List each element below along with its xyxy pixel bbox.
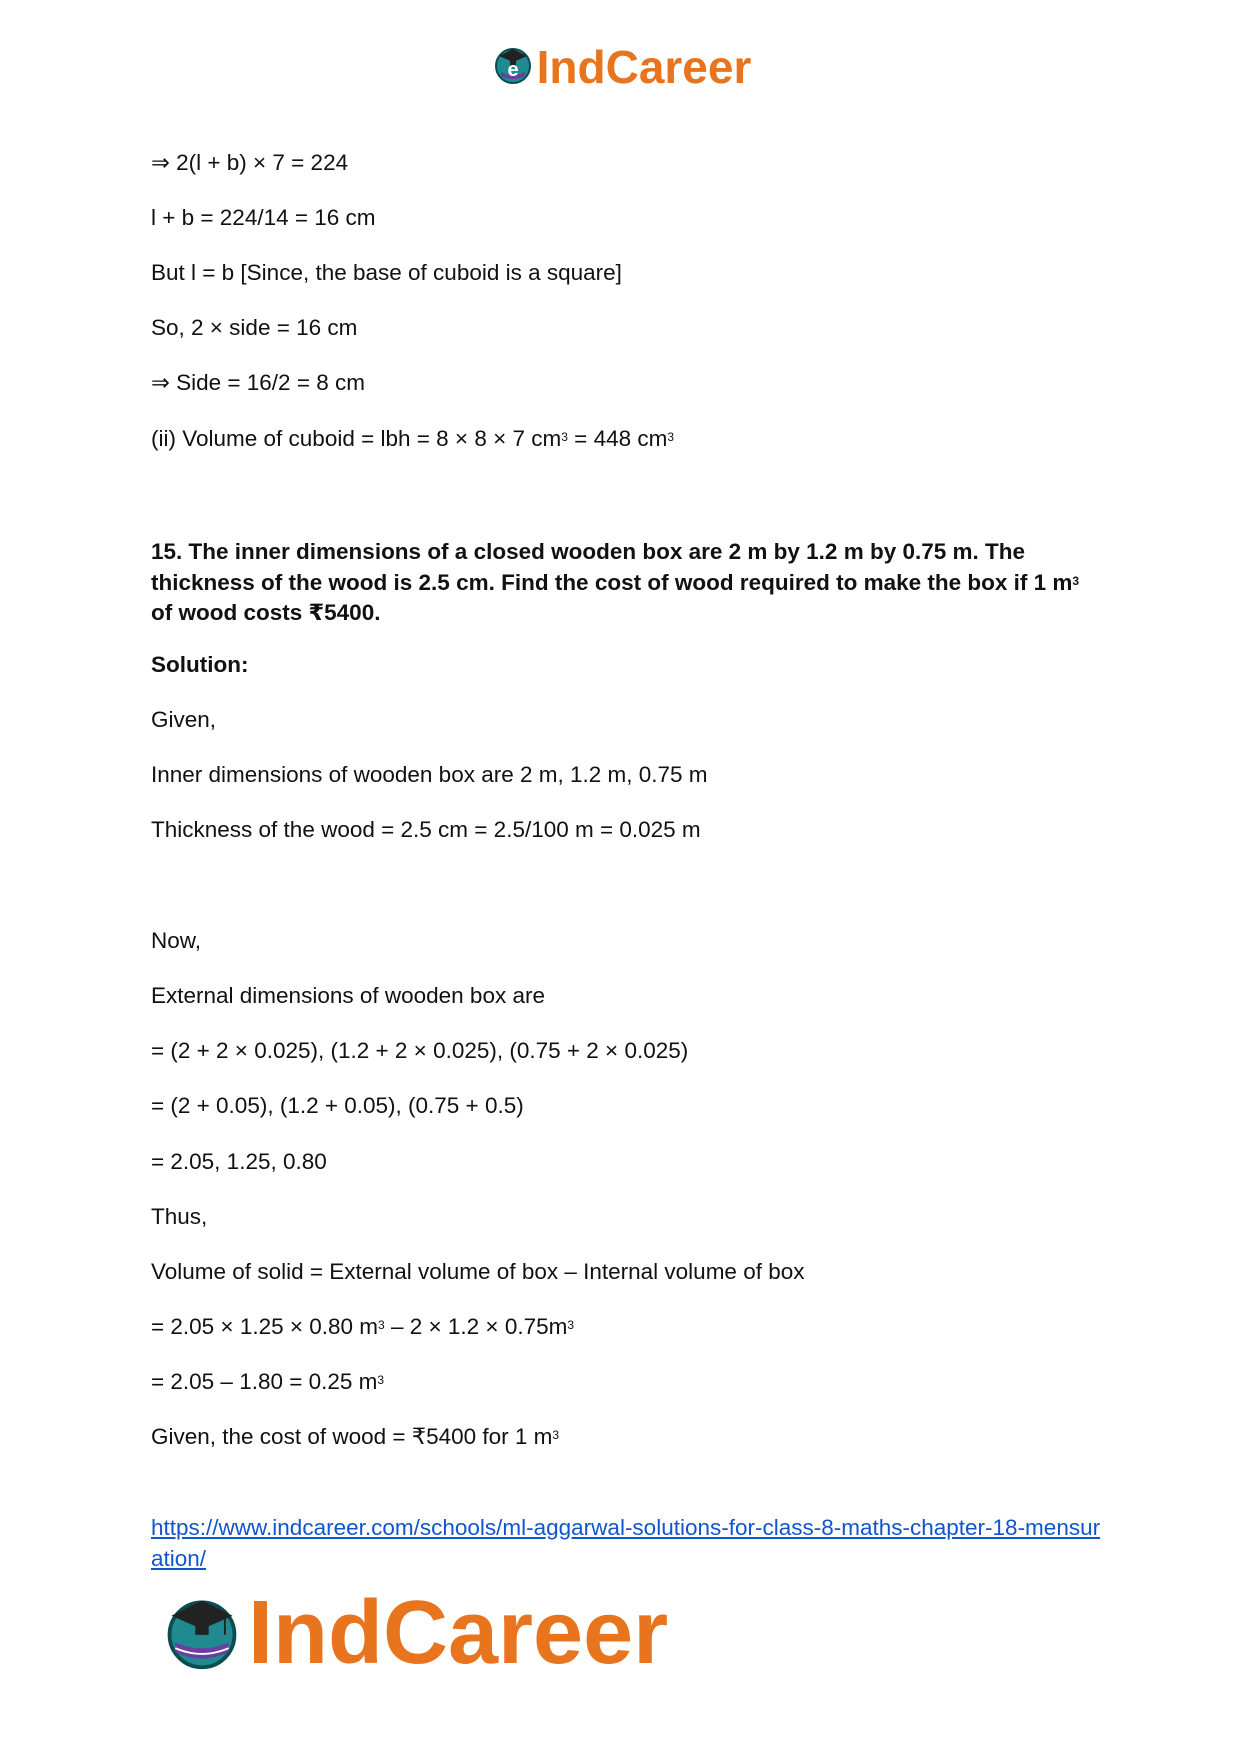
text-run: of wood costs ₹5400. — [151, 600, 381, 625]
question-text — [151, 537, 1101, 629]
superscript: 3 — [552, 1428, 560, 1442]
solution-line: = (2 + 2 × 0.025), (1.2 + 2 × 0.025), (0.75 + 2 × 0.025) — [151, 1038, 689, 1063]
solution-line: Inner dimensions of wooden box are 2 m, 1.2 m, 0.75 m — [151, 762, 708, 787]
text-run: (ii) Volume of cuboid = lbh = 8 × 8 × 7 cm — [151, 426, 562, 451]
superscript: 3 — [561, 430, 568, 444]
equation-line: l + b = 224/14 = 16 cm — [151, 205, 376, 230]
footer-logo — [160, 1583, 669, 1683]
logo-text: IndCareer — [248, 1583, 669, 1683]
solution-line — [151, 1422, 559, 1452]
equation-line: ⇒ Side = 16/2 = 8 cm — [151, 370, 365, 395]
graduation-cap-book-globe-icon — [160, 1589, 244, 1678]
svg-text:e: e — [507, 59, 519, 81]
superscript: 3 — [567, 1318, 575, 1332]
text-run: = 448 cm — [567, 426, 668, 451]
solution-line: Thickness of the wood = 2.5 cm = 2.5/100 m = 0.025 m — [151, 817, 701, 842]
superscript: 3 — [1072, 573, 1080, 588]
equation-line: But l = b [Since, the base of cuboid is a square] — [151, 260, 622, 285]
logo-text: IndCareer — [536, 40, 752, 93]
graduation-cap-book-globe-icon — [491, 42, 535, 91]
source-link[interactable]: https://www.indcareer.com/schools/ml-aggarwal-solutions-for-class-8-maths-chapter-18-mensuration/ — [151, 1515, 1101, 1571]
equation-line: ⇒ 2(l + b) × 7 = 224 — [151, 150, 349, 175]
text-run: Given, the cost of wood = ₹5400 for 1 m — [151, 1424, 553, 1449]
text-run: 15. The inner dimensions of a closed wooden box are 2 m by 1.2 m by 0.75 m. The thickness of the wood is 2.5 cm. Find the cost of wood required to make the box if 1 m — [151, 539, 1073, 595]
solution-line: = 2.05, 1.25, 0.80 — [151, 1149, 327, 1174]
solution-line: Given, — [151, 707, 217, 732]
solution-line — [151, 1312, 574, 1342]
solution-line: Now, — [151, 928, 202, 953]
equation-line: So, 2 × side = 16 cm — [151, 315, 358, 340]
superscript: 3 — [377, 1373, 385, 1387]
text-run: = 2.05 – 1.80 = 0.25 m — [151, 1369, 378, 1394]
text-run: – 2 × 1.2 × 0.75m — [384, 1314, 568, 1339]
solution-line: = (2 + 0.05), (1.2 + 0.05), (0.75 + 0.5) — [151, 1093, 524, 1118]
solution-line: External dimensions of wooden box are — [151, 983, 545, 1008]
solution-line: Volume of solid = External volume of box – Internal volume of box — [151, 1259, 805, 1284]
solution-line: Thus, — [151, 1204, 208, 1229]
solution-line — [151, 1367, 384, 1397]
equation-line — [151, 424, 674, 454]
header-logo — [0, 42, 1242, 91]
solution-heading: Solution: — [151, 652, 249, 677]
superscript: 3 — [667, 430, 675, 444]
superscript: 3 — [378, 1318, 385, 1332]
text-run: = 2.05 × 1.25 × 0.80 m — [151, 1314, 379, 1339]
